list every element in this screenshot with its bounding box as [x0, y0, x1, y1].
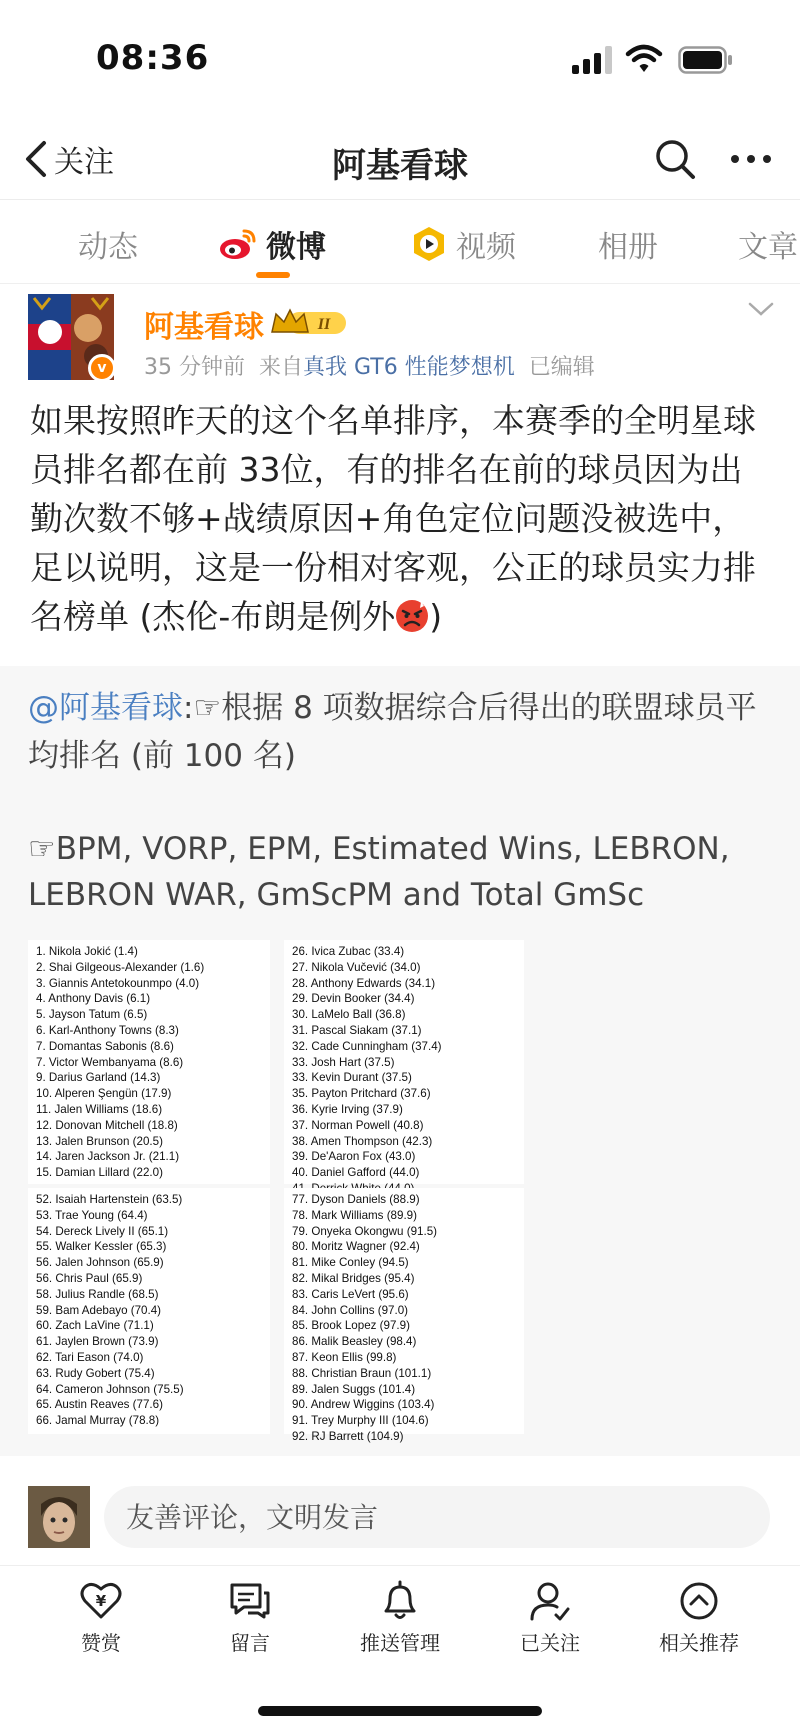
- ranking-item: 91. Trey Murphy III (104.6): [292, 1414, 429, 1428]
- ranking-item: 12. Donovan Mitchell (18.8): [36, 1118, 178, 1132]
- ranking-item: 30. LaMelo Ball (36.8): [292, 1008, 406, 1022]
- vip-crown-badge-icon[interactable]: [270, 306, 350, 338]
- active-tab-indicator: [256, 272, 290, 278]
- ranking-item: 26. Ivica Zubac (33.4): [292, 945, 405, 958]
- ranking-item: 31. Pascal Siakam (37.1): [292, 1023, 422, 1037]
- video-icon: [410, 225, 448, 263]
- weibo-icon: [218, 227, 258, 261]
- ranking-item: 4. Anthony Davis (6.1): [36, 992, 151, 1006]
- tab-label: 相册: [598, 230, 658, 265]
- tab-label: 动态: [78, 230, 138, 265]
- tab-video[interactable]: [410, 222, 516, 266]
- svg-text:¥: ¥: [95, 1592, 107, 1610]
- reward-button[interactable]: [36, 1579, 166, 1656]
- ranking-list: [284, 1188, 524, 1445]
- ranking-item: 40. Daniel Gafford (44.0): [292, 1166, 420, 1180]
- message-icon: [228, 1579, 272, 1623]
- ranking-image-3[interactable]: [28, 1188, 270, 1434]
- ranking-item: 66. Jamal Murray (78.8): [36, 1414, 160, 1428]
- bell-icon: [378, 1579, 422, 1623]
- tab-articles[interactable]: [738, 222, 798, 266]
- ranking-item: 10. Alperen Şengün (17.9): [36, 1087, 172, 1101]
- recommend-icon: [677, 1579, 721, 1623]
- status-time: 08:36: [96, 38, 210, 78]
- ranking-item: 6. Karl-Anthony Towns (8.3): [36, 1023, 179, 1037]
- verified-badge-icon: v: [88, 354, 116, 382]
- post-header: [0, 284, 800, 384]
- tab-label: 视频: [456, 230, 516, 265]
- ranking-item: 33. Kevin Durant (37.5): [292, 1071, 412, 1085]
- post-text-end: ): [429, 597, 443, 636]
- post-source-device[interactable]: 真我 GT6 性能梦想机: [303, 355, 515, 380]
- ranking-item: 60. Zach LaVine (71.1): [36, 1319, 154, 1333]
- ranking-item: 15. Damian Lillard (22.0): [36, 1166, 163, 1180]
- related-recommend-button[interactable]: [634, 1579, 764, 1656]
- ranking-image-4[interactable]: [284, 1188, 524, 1443]
- edited-label[interactable]: 已编辑: [528, 355, 595, 380]
- cellular-signal-icon: [572, 46, 612, 74]
- post-body: [30, 396, 774, 641]
- ranking-item: 27. Nikola Vučević (34.0): [292, 960, 421, 974]
- ranking-item: 65. Austin Reaves (77.6): [36, 1398, 163, 1412]
- ranking-item: 90. Andrew Wiggins (103.4): [292, 1398, 435, 1412]
- push-settings-button[interactable]: [335, 1579, 465, 1656]
- comment-button[interactable]: [185, 1579, 315, 1656]
- ranking-item: 37. Norman Powell (40.8): [292, 1118, 424, 1132]
- ranking-item: 52. Isaiah Hartenstein (63.5): [36, 1193, 183, 1206]
- ranking-image-1[interactable]: [28, 940, 270, 1184]
- back-label: 关注: [54, 145, 114, 180]
- ranking-item: 77. Dyson Daniels (88.9): [292, 1193, 420, 1206]
- ranking-item: 92. RJ Barrett (104.9): [292, 1429, 404, 1443]
- ranking-item: 58. Julius Randle (68.5): [36, 1287, 159, 1301]
- ranking-item: 56. Chris Paul (65.9): [36, 1271, 143, 1285]
- ranking-item: 53. Trae Young (64.4): [36, 1208, 148, 1222]
- ranking-item: 7. Victor Wembanyama (8.6): [36, 1055, 184, 1069]
- ranking-item: 61. Jaylen Brown (73.9): [36, 1335, 159, 1349]
- ranking-item: 3. Giannis Antetokounmpo (4.0): [36, 976, 200, 990]
- bottom-action-bar: [0, 1567, 800, 1677]
- ranking-item: 7. Domantas Sabonis (8.6): [36, 1039, 174, 1053]
- ranking-item: 55. Walker Kessler (65.3): [36, 1240, 167, 1254]
- ranking-item: 81. Mike Conley (94.5): [292, 1256, 409, 1270]
- ranking-item: 84. John Collins (97.0): [292, 1303, 408, 1317]
- ranking-item: 29. Devin Booker (34.4): [292, 992, 415, 1006]
- ranking-item: 2. Shai Gilgeous-Alexander (1.6): [36, 960, 205, 974]
- ranking-item: 59. Bam Adebayo (70.4): [36, 1303, 162, 1317]
- comment-bar: [0, 1466, 800, 1566]
- ranking-item: 28. Anthony Edwards (34.1): [292, 976, 436, 990]
- profile-tabs: [0, 200, 800, 284]
- ranking-item: 14. Jaren Jackson Jr. (21.1): [36, 1150, 180, 1164]
- user-avatar[interactable]: [28, 1486, 90, 1548]
- ranking-image-2[interactable]: [284, 940, 524, 1184]
- tab-album[interactable]: [598, 222, 658, 266]
- ranking-item: 56. Jalen Johnson (65.9): [36, 1256, 164, 1270]
- tab-label: 微博: [266, 230, 326, 265]
- home-indicator[interactable]: [258, 1706, 542, 1716]
- battery-icon: [678, 46, 734, 74]
- status-bar: [0, 0, 800, 120]
- post-time: 35 分钟前: [144, 355, 245, 380]
- ranking-item: 83. Caris LeVert (95.6): [292, 1287, 409, 1301]
- ranking-list: [28, 1188, 270, 1429]
- ranking-item: 88. Christian Braun (101.1): [292, 1366, 432, 1380]
- ranking-images: [28, 940, 524, 1443]
- ranking-item: 11. Jalen Williams (18.6): [36, 1102, 163, 1116]
- ranking-item: 33. Josh Hart (37.5): [292, 1055, 395, 1069]
- action-label: 相关推荐: [659, 1631, 739, 1655]
- action-label: 留言: [230, 1631, 270, 1655]
- ranking-item: 63. Rudy Gobert (75.4): [36, 1366, 155, 1380]
- ranking-item: 86. Malik Beasley (98.4): [292, 1335, 417, 1349]
- following-button[interactable]: [485, 1579, 615, 1656]
- ranking-item: 38. Amen Thompson (42.3): [292, 1134, 433, 1148]
- more-icon[interactable]: [726, 136, 776, 182]
- ranking-item: 62. Tari Eason (74.0): [36, 1350, 144, 1364]
- ranking-item: 9. Darius Garland (14.3): [36, 1071, 161, 1085]
- ranking-item: 54. Dereck Lively II (65.1): [36, 1224, 169, 1238]
- nav-bar: [0, 120, 800, 200]
- tab-weibo[interactable]: [218, 222, 326, 266]
- vip-level: II: [317, 316, 331, 333]
- ranking-item: 79. Onyeka Okongwu (91.5): [292, 1224, 438, 1238]
- search-icon[interactable]: [652, 136, 698, 182]
- ranking-item: 5. Jayson Tatum (6.5): [36, 1008, 148, 1022]
- repost-metrics: ☞BPM, VORP, EPM, Estimated Wins, LEBRON, LEBRON WAR, GmScPM and Total GmSc: [28, 831, 730, 913]
- reward-heart-icon: [79, 1579, 123, 1623]
- followed-user-icon: [528, 1579, 572, 1623]
- repost-text: [28, 684, 772, 780]
- back-button[interactable]: [22, 136, 114, 182]
- wifi-icon: [626, 44, 662, 74]
- post-meta: [144, 350, 595, 381]
- action-label: 已关注: [520, 1631, 580, 1655]
- source-prefix: 来自: [259, 355, 304, 380]
- repost-body: :☞根据 8 项数据综合后得出的联盟球员平均排名 (前 100 名): [28, 690, 757, 774]
- ranking-item: 32. Cade Cunningham (37.4): [292, 1039, 442, 1053]
- ranking-item: 39. De'Aaron Fox (43.0): [292, 1150, 416, 1164]
- post-text: 如果按照昨天的这个名单排序，本赛季的全明星球员排名都在前 33位，有的排名在前的球员因为出勤次数不够+战绩原因+角色定位问题没被选中，足以说明，这是一份相对客观，公正的球员实力排名榜单 (杰伦-布朗是例外: [30, 401, 756, 636]
- chevron-left-icon: [22, 139, 50, 179]
- ranking-item: 36. Kyrie Irving (37.9): [292, 1102, 403, 1116]
- ranking-item: 89. Jalen Suggs (101.4): [292, 1382, 416, 1396]
- tab-label: 文章: [738, 230, 798, 265]
- ranking-item: 64. Cameron Johnson (75.5): [36, 1382, 184, 1396]
- chevron-down-icon[interactable]: [746, 298, 776, 322]
- ranking-item: 80. Moritz Wagner (92.4): [292, 1240, 420, 1254]
- action-label: 推送管理: [360, 1631, 440, 1655]
- ranking-item: 87. Keon Ellis (99.8): [292, 1350, 397, 1364]
- repost-card[interactable]: [0, 666, 800, 1456]
- ranking-item: 82. Mikal Bridges (95.4): [292, 1271, 415, 1285]
- comment-input[interactable]: [104, 1486, 770, 1548]
- ranking-item: 13. Jalen Brunson (20.5): [36, 1134, 163, 1148]
- angry-face-emoji: [395, 599, 429, 633]
- page-title: 阿基看球: [332, 146, 468, 186]
- author-name[interactable]: 阿基看球: [144, 310, 264, 345]
- ranking-item: 85. Brook Lopez (97.9): [292, 1319, 410, 1333]
- action-label: 赞赏: [81, 1631, 121, 1655]
- tab-dynamics[interactable]: [78, 222, 138, 266]
- ranking-item: 35. Payton Pritchard (37.6): [292, 1087, 431, 1101]
- ranking-list: [284, 940, 524, 1197]
- ranking-item: 78. Mark Williams (89.9): [292, 1208, 417, 1222]
- ranking-item: 1. Nikola Jokić (1.4): [36, 945, 138, 958]
- repost-mention-link[interactable]: @阿基看球: [28, 690, 183, 726]
- ranking-list: [28, 940, 270, 1181]
